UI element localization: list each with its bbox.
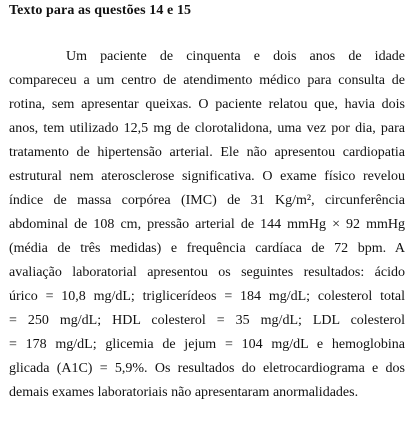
paragraph-line: compareceu a um centro de atendimento médico para consulta de [9, 73, 405, 88]
paragraph-line: demais exames laboratoriais não apresentaram anormalidades. [9, 385, 359, 400]
paragraph-line: glicada (A1C) = 5,9%. Os resultados do eletrocardiograma e dos [9, 361, 405, 376]
paragraph-line: anos, tem utilizado 12,5 mg de clorotalidona, uma vez por dia, para [9, 121, 405, 136]
paragraph-line: índice de massa corpórea (IMC) de 31 Kg/m², circunferência [9, 193, 405, 208]
paragraph-line: = 178 mg/dL; glicemia de jejum = 104 mg/dL e hemoglobina [9, 337, 405, 352]
section-heading: Texto para as questões 14 e 15 [9, 3, 192, 18]
paragraph-line: úrico = 10,8 mg/dL; triglicerídeos = 184 mg/dL; colesterol total [9, 289, 405, 304]
paragraph-line: rotina, sem apresentar queixas. O paciente relatou que, havia dois [9, 97, 405, 112]
paragraph-line: Um paciente de cinquenta e dois anos de idade [66, 49, 405, 64]
paragraph-line: avaliação laboratorial apresentou os seguintes resultados: ácido [9, 265, 405, 280]
paragraph-line: = 250 mg/dL; HDL colesterol = 35 mg/dL; LDL colesterol [9, 313, 405, 328]
paragraph-line: abdominal de 108 cm, pressão arterial de 144 mmHg × 92 mmHg [9, 217, 405, 232]
paragraph-line: tratamento de hipertensão arterial. Ele não apresentou cardiopatia [9, 145, 405, 160]
paragraph-line: (média de três medidas) e frequência cardíaca de 72 bpm. A [9, 241, 405, 256]
paragraph-line: estrutural nem aterosclerose significativa. O exame físico revelou [9, 169, 405, 184]
